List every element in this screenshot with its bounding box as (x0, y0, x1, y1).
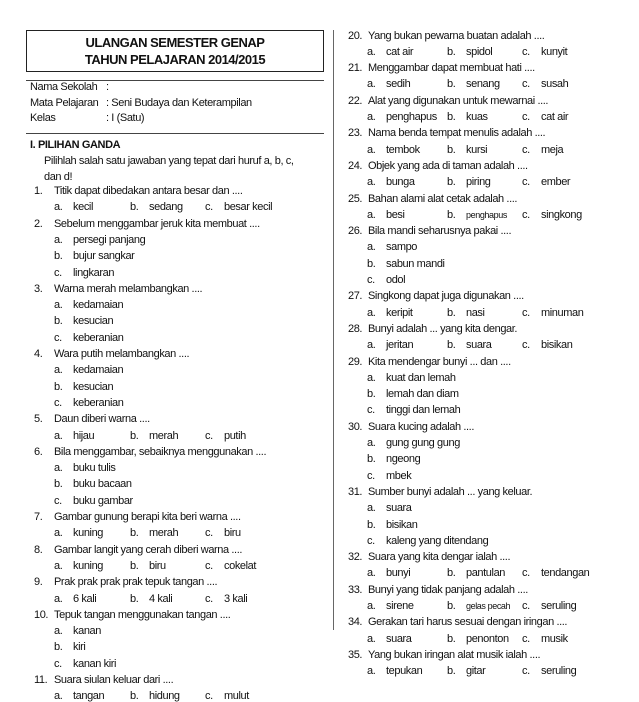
question-text: Singkong dapat juga digunakan .... (368, 290, 524, 303)
option-letter: b. (130, 690, 139, 702)
question-number: 9. (34, 576, 43, 589)
option-text: penghapus (386, 111, 437, 123)
option-text: kaleng yang ditendang (386, 534, 489, 547)
question-text: Titik dapat dibedakan antara besar dan .... (54, 185, 243, 197)
option-text: musik (541, 632, 568, 645)
option-letter: c. (54, 396, 62, 409)
option-text: keberanian (73, 331, 124, 344)
option-letter: b. (54, 478, 63, 491)
question-text: Warna merah melambangkan .... (54, 282, 203, 295)
option-letter: b. (367, 518, 376, 531)
question-number: 25. (348, 192, 363, 205)
option-letter: c. (205, 559, 213, 572)
option-text: seruling (541, 600, 577, 612)
question-number: 5. (34, 413, 43, 426)
option-text: penonton (466, 632, 509, 645)
option-letter: b. (367, 453, 376, 466)
option-text: suara (466, 339, 492, 352)
option-text: ember (541, 176, 571, 189)
option-text: kesucian (73, 380, 114, 393)
option-text: besi (386, 208, 405, 221)
option-letter: a. (54, 559, 63, 572)
option-letter: b. (130, 559, 139, 572)
option-text: spidol (466, 45, 493, 58)
option-text: kuat dan lemah (386, 371, 456, 384)
option-letter: a. (367, 208, 376, 221)
question-text: Bila mandi seharusnya pakai .... (368, 225, 512, 238)
option-letter: b. (130, 201, 139, 214)
option-letter: b. (54, 315, 63, 328)
option-letter: c. (522, 78, 530, 91)
question-number: 29. (348, 355, 363, 368)
option-text: merah (149, 429, 179, 442)
option-text: suara (386, 502, 412, 515)
option-letter: c. (522, 567, 530, 580)
option-letter: c. (367, 274, 375, 286)
option-text: putih (224, 429, 246, 442)
option-text: kedamaian (73, 364, 124, 377)
option-text: tendangan (541, 567, 590, 580)
info-value: : (106, 81, 109, 93)
option-letter: a. (367, 437, 376, 449)
option-text: 3 kali (224, 592, 248, 605)
option-text: seruling (541, 665, 577, 678)
option-text: cat air (386, 45, 414, 58)
option-letter: b. (447, 208, 456, 221)
option-text: kiri (73, 641, 86, 654)
option-text: biru (224, 527, 241, 540)
option-letter: a. (367, 502, 376, 515)
option-letter: c. (367, 534, 375, 547)
info-value: : Seni Budaya dan Keterampilan (106, 97, 252, 109)
option-letter: c. (205, 690, 213, 702)
option-text: bisikan (541, 339, 573, 352)
option-letter: c. (522, 208, 530, 221)
info-label: Mata Pelajaran (30, 97, 99, 109)
option-text: bisikan (386, 518, 418, 531)
option-text: kedamaian (73, 299, 124, 312)
question-number: 28. (348, 322, 363, 335)
option-letter: c. (367, 469, 375, 482)
question-text: Prak prak prak prak tepuk tangan .... (54, 576, 218, 589)
question-text: Objek yang ada di taman adalah .... (368, 159, 528, 172)
question-text: Wara putih melambangkan .... (54, 348, 190, 360)
option-letter: c. (205, 527, 213, 540)
option-text: kanan kiri (73, 657, 117, 670)
option-text: kuas (466, 111, 488, 123)
option-text: nasi (466, 306, 485, 319)
option-text: biru (149, 559, 166, 572)
option-letter: a. (54, 690, 63, 702)
option-letter: b. (367, 257, 376, 270)
option-letter: c. (522, 632, 530, 645)
option-letter: a. (367, 371, 376, 384)
question-text: Menggambar dapat membuat hati .... (368, 62, 535, 75)
option-text: kuning (73, 559, 104, 572)
option-text: tinggi dan lemah (386, 404, 461, 417)
option-letter: c. (522, 45, 530, 58)
question-number: 4. (34, 348, 43, 360)
option-text: 4 kali (149, 592, 173, 605)
question-text: Bila menggambar, sebaiknya menggunakan .... (54, 445, 267, 458)
info-subject (30, 97, 252, 109)
section-title: I. PILIHAN GANDA (30, 139, 121, 151)
option-letter: a. (367, 111, 376, 123)
question-text: Gambar gunung berapi kita beri warna .... (54, 511, 241, 523)
option-text: sedang (149, 201, 183, 214)
question-text: Suara yang kita dengar ialah .... (368, 551, 511, 564)
question-text: Bahan alami alat cetak adalah .... (368, 192, 518, 205)
option-letter: a. (54, 364, 63, 377)
option-text: lemah dan diam (386, 388, 459, 401)
option-text: odol (386, 274, 406, 286)
option-letter: c. (54, 266, 62, 279)
option-letter: a. (367, 339, 376, 352)
option-letter: b. (447, 78, 456, 91)
option-letter: b. (130, 592, 139, 605)
option-letter: b. (447, 111, 456, 123)
option-text: jeritan (386, 339, 414, 352)
option-text: cat air (541, 111, 569, 123)
option-text: gelas pecah (466, 601, 511, 611)
option-letter: a. (367, 241, 376, 254)
option-letter: a. (367, 176, 376, 189)
option-letter: c. (522, 600, 530, 612)
option-letter: b. (447, 306, 456, 319)
option-text: buku bacaan (73, 478, 132, 491)
question-number: 22. (348, 94, 363, 107)
question-number: 20. (348, 29, 363, 42)
question-text: Suara kucing adalah .... (368, 420, 474, 433)
question-number: 3. (34, 282, 43, 295)
option-letter: c. (522, 111, 530, 123)
option-letter: c. (522, 143, 530, 156)
option-letter: c. (54, 657, 62, 670)
question-text: Bunyi adalah ... yang kita dengar. (368, 322, 518, 335)
option-letter: b. (447, 567, 456, 580)
option-text: sabun mandi (386, 257, 445, 270)
question-text: Kita mendengar bunyi ... dan .... (368, 355, 511, 368)
option-letter: c. (522, 176, 530, 189)
question-text: Yang bukan pewarna buatan adalah .... (368, 29, 545, 42)
info-label: Nama Sekolah (30, 81, 98, 93)
option-letter: a. (367, 306, 376, 319)
option-letter: b. (447, 632, 456, 645)
option-text: mulut (224, 690, 249, 702)
title-box (26, 30, 324, 72)
option-letter: a. (367, 143, 376, 156)
option-text: tepukan (386, 665, 423, 678)
column-divider (333, 30, 334, 630)
question-number: 26. (348, 225, 363, 238)
option-text: tembok (386, 143, 420, 156)
option-letter: b. (54, 250, 63, 263)
question-number: 35. (348, 648, 363, 661)
question-number: 30. (348, 420, 363, 433)
question-number: 34. (348, 616, 363, 629)
option-letter: a. (54, 462, 63, 475)
question-number: 33. (348, 583, 363, 596)
option-text: 6 kali (73, 592, 97, 605)
option-text: kecil (73, 201, 94, 214)
question-number: 32. (348, 551, 363, 564)
option-text: kunyit (541, 45, 568, 58)
question-text: Sebelum menggambar jeruk kita membuat .... (54, 217, 260, 230)
info-class (30, 112, 144, 124)
option-letter: b. (367, 388, 376, 401)
option-text: pantulan (466, 567, 506, 580)
question-text: Sumber bunyi adalah ... yang keluar. (368, 485, 533, 498)
question-text: Bunyi yang tidak panjang adalah .... (368, 583, 528, 596)
option-letter: c. (522, 339, 530, 352)
option-text: mbek (386, 469, 412, 482)
question-text: Gambar langit yang cerah diberi warna .... (54, 543, 243, 556)
option-text: senang (466, 78, 500, 91)
option-text: lingkaran (73, 266, 115, 279)
question-text: Yang bukan iringan alat musik ialah .... (368, 648, 541, 661)
instruction-line-1: Pilihlah salah satu jawaban yang tepat dari huruf a, b, c, (44, 155, 294, 167)
option-text: susah (541, 78, 569, 91)
option-text: bunyi (386, 567, 411, 580)
option-letter: b. (447, 339, 456, 352)
option-text: piring (466, 176, 491, 189)
option-letter: c. (205, 592, 213, 605)
option-text: suara (386, 632, 412, 645)
option-letter: a. (367, 78, 376, 91)
option-text: bunga (386, 176, 415, 189)
question-number: 31. (348, 485, 363, 498)
option-letter: a. (54, 429, 63, 442)
question-number: 24. (348, 159, 363, 172)
option-letter: a. (54, 625, 63, 638)
title-line-2: TAHUN PELAJARAN 2014/2015 (84, 52, 266, 67)
option-text: besar kecil (224, 201, 273, 214)
question-number: 10. (34, 608, 49, 621)
question-number: 2. (34, 217, 43, 230)
option-text: gitar (466, 665, 486, 678)
option-letter: c. (522, 665, 530, 678)
option-text: hidung (149, 690, 180, 702)
option-text: tangan (73, 690, 105, 702)
option-text: bujur sangkar (73, 250, 135, 263)
question-number: 21. (348, 62, 363, 75)
option-letter: a. (54, 233, 63, 246)
option-letter: a. (367, 632, 376, 645)
option-letter: a. (54, 201, 63, 214)
option-text: minuman (541, 306, 584, 319)
option-letter: a. (367, 665, 376, 678)
option-letter: b. (130, 429, 139, 442)
question-text: Suara siulan keluar dari .... (54, 674, 174, 686)
question-number: 7. (34, 511, 43, 523)
info-value: : I (Satu) (106, 112, 145, 124)
option-text: merah (149, 527, 179, 540)
question-text: Daun diberi warna .... (54, 413, 150, 426)
option-text: meja (541, 143, 564, 156)
option-text: hijau (73, 429, 95, 442)
option-letter: b. (447, 176, 456, 189)
option-text: cokelat (224, 559, 257, 572)
question-number: 6. (34, 445, 43, 458)
option-text: sirene (386, 600, 414, 612)
option-letter: b. (447, 600, 456, 612)
option-text: kesucian (73, 315, 114, 328)
option-letter: c. (205, 201, 213, 214)
option-text: kanan (73, 625, 101, 638)
option-text: kuning (73, 527, 104, 540)
divider-bottom (26, 133, 324, 134)
title-line-1: ULANGAN SEMESTER GENAP (85, 35, 265, 50)
option-letter: a. (367, 600, 376, 612)
option-text: sedih (386, 78, 411, 91)
question-number: 1. (34, 185, 43, 197)
option-letter: a. (54, 527, 63, 540)
option-letter: b. (54, 380, 63, 393)
option-letter: b. (447, 665, 456, 678)
option-letter: a. (54, 299, 63, 312)
option-letter: a. (367, 45, 376, 58)
option-text: penghapus (466, 209, 507, 220)
question-text: Alat yang digunakan untuk mewarnai .... (368, 94, 549, 107)
option-letter: c. (205, 429, 213, 442)
option-text: ngeong (386, 453, 421, 466)
option-text: buku tulis (73, 462, 116, 475)
option-text: kursi (466, 143, 488, 156)
option-text: gung gung gung (386, 437, 460, 449)
option-letter: c. (54, 331, 62, 344)
question-text: Tepuk tangan menggunakan tangan .... (54, 608, 231, 621)
info-label: Kelas (30, 112, 56, 124)
option-letter: b. (447, 143, 456, 156)
instruction-line-2: dan d! (44, 171, 73, 183)
info-school (30, 81, 109, 93)
option-letter: c. (522, 306, 530, 319)
question-text: Nama benda tempat menulis adalah .... (368, 127, 546, 140)
option-text: singkong (541, 208, 582, 221)
option-letter: b. (54, 641, 63, 654)
question-number: 8. (34, 543, 43, 556)
option-text: sampo (386, 241, 418, 254)
question-number: 11. (34, 674, 48, 686)
option-letter: b. (130, 527, 139, 540)
question-text: Gerakan tari harus sesuai dengan iringan .... (368, 616, 568, 629)
question-number: 23. (348, 127, 363, 140)
option-text: keripit (386, 306, 413, 319)
question-number: 27. (348, 290, 363, 303)
option-text: keberanian (73, 396, 124, 409)
option-letter: a. (367, 567, 376, 580)
option-letter: a. (54, 592, 63, 605)
option-letter: c. (367, 404, 375, 417)
option-text: persegi panjang (73, 233, 146, 246)
option-text: buku gambar (73, 494, 133, 507)
option-letter: b. (447, 45, 456, 58)
option-letter: c. (54, 494, 62, 507)
